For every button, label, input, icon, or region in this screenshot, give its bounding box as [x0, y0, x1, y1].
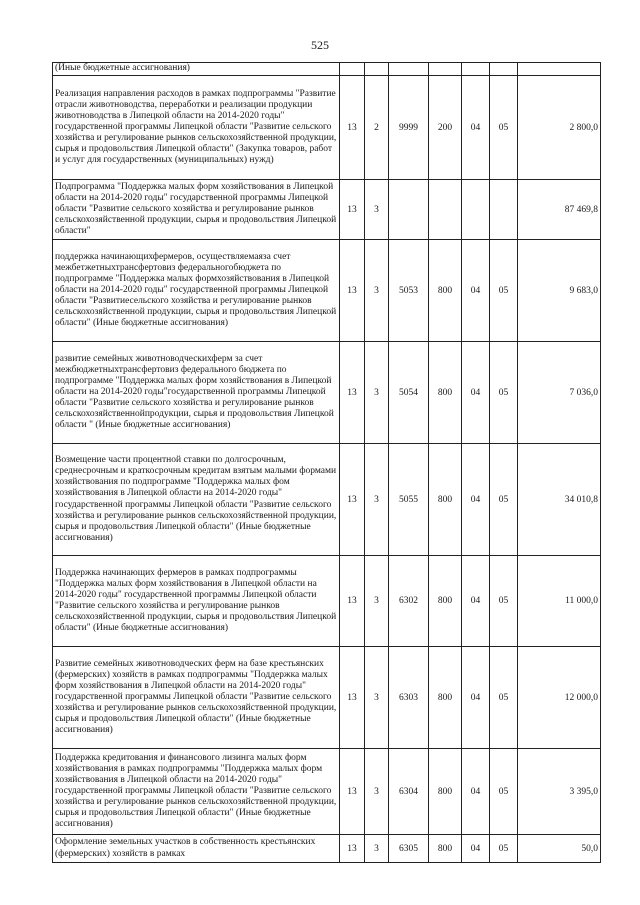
row-description: Реализация направления расходов в рамках подпрограммы "Развитие отрасли животноводства, переработки и реализации продукции животноводства в Липецкой области на 2014-2020 годы" государственной программы Липецкой области "Развитие сельского хозяйства и регулирование рынков сельскохозяйственной продукции, сырья и продовольствия Липецкой области" (Закупка товаров, работ и услуг для государственных (муниципальных) нужд)	[53, 76, 340, 180]
cell-code-4: 800	[429, 240, 462, 342]
cell-code-3: 5055	[389, 444, 429, 556]
cell-code-3: 5054	[389, 342, 429, 444]
cell-code-1	[340, 63, 365, 76]
row-description: (Иные бюджетные ассигнования)	[53, 63, 340, 76]
row-description: Подпрограмма "Поддержка малых форм хозяйствования в Липецкой области на 2014-2020 годы" государственной программы Липецкой области "Развитие сельского хозяйства и регулирование рынков сельскохозяйственной продукции, сырья и продовольствия Липецкой области"	[53, 180, 340, 240]
cell-code-3: 6302	[389, 556, 429, 647]
cell-code-1: 13	[340, 180, 365, 240]
cell-code-1: 13	[340, 76, 365, 180]
cell-amount: 3 395,0	[518, 749, 601, 835]
table-row	[53, 76, 601, 180]
cell-code-5	[462, 180, 490, 240]
cell-code-3: 5053	[389, 240, 429, 342]
cell-code-2: 3	[365, 749, 389, 835]
cell-code-1: 13	[340, 749, 365, 835]
cell-code-3: 6303	[389, 647, 429, 749]
cell-code-1: 13	[340, 556, 365, 647]
cell-code-4: 800	[429, 749, 462, 835]
table-row	[53, 835, 601, 863]
cell-code-2: 3	[365, 240, 389, 342]
cell-code-6: 05	[490, 647, 518, 749]
cell-code-5: 04	[462, 444, 490, 556]
cell-code-3	[389, 180, 429, 240]
cell-code-6: 05	[490, 76, 518, 180]
cell-code-2	[365, 63, 389, 76]
table-row	[53, 647, 601, 749]
cell-code-5: 04	[462, 76, 490, 180]
row-description: Поддержка кредитования и финансового лизинга малых форм хозяйствования в рамках подпрограммы "Поддержка малых форм хозяйствования в Липецкой области на 2014-2020 годы" государственной программы Липецкой области "Развитие сельского хозяйства и регулирование рынков сельскохозяйственной продукции, сырья и продовольствия Липецкой области" (Иные бюджетные ассигнования)	[53, 749, 340, 835]
table-row	[53, 63, 601, 76]
cell-code-4: 800	[429, 342, 462, 444]
page-number: 525	[311, 38, 329, 52]
cell-code-2: 3	[365, 342, 389, 444]
cell-code-6	[490, 180, 518, 240]
cell-code-5: 04	[462, 556, 490, 647]
cell-code-2: 3	[365, 556, 389, 647]
cell-code-2: 3	[365, 444, 389, 556]
table-row	[53, 180, 601, 240]
cell-amount: 12 000,0	[518, 647, 601, 749]
cell-amount: 2 800,0	[518, 76, 601, 180]
cell-code-6: 05	[490, 835, 518, 863]
cell-amount: 34 010,8	[518, 444, 601, 556]
cell-code-1: 13	[340, 647, 365, 749]
cell-code-2: 3	[365, 180, 389, 240]
row-description: Поддержка начинающих фермеров в рамках подпрограммы "Поддержка малых форм хозяйствования в Липецкой области на 2014-2020 годы" государственной программы Липецкой области "Развитие сельского хозяйства и регулирование рынков сельскохозяйственной продукции, сырья и продовольствия Липецкой области" (Иные бюджетные ассигнования)	[53, 556, 340, 647]
row-description: Возмещение части процентной ставки по долгосрочным, среднесрочным и краткосрочным кредитам взятым малыми формами хозяйствования по подпрограмме "Поддержка малых фом хозяйствования в Липецкой области на 2014-2020 годы" государственной программы Липецкой области "Развитие сельского хозяйства и регулирование рынков сельскохозяйственной продукции, сырья и продовольствия Липецкой области" (Иные бюджетные ассигнования)	[53, 444, 340, 556]
cell-code-6	[490, 63, 518, 76]
cell-amount: 11 000,0	[518, 556, 601, 647]
cell-code-6: 05	[490, 444, 518, 556]
cell-code-3: 6304	[389, 749, 429, 835]
cell-amount: 9 683,0	[518, 240, 601, 342]
cell-code-4	[429, 63, 462, 76]
budget-table	[52, 62, 601, 863]
table-row	[53, 749, 601, 835]
cell-code-5: 04	[462, 835, 490, 863]
row-description: развитие семейных животноводческихферм за счет межбюджетныхтрансфертовиз федерального бюджета по подпрограмме "Поддержка малых форм хозяйствования в Липецкой области на 2014-2020 годы"государственной программы Липецкой области "Развитие сельского хозяйства и регулирование рынков сельскохозяйственнойпродукции, сырья и продовольствия Липецкой области " (Иные бюджетные ассигнования)	[53, 342, 340, 444]
cell-code-5	[462, 63, 490, 76]
cell-code-6: 05	[490, 749, 518, 835]
cell-code-1: 13	[340, 444, 365, 556]
cell-code-3: 6305	[389, 835, 429, 863]
cell-code-4: 800	[429, 835, 462, 863]
cell-code-6: 05	[490, 556, 518, 647]
cell-code-1: 13	[340, 342, 365, 444]
row-description: поддержка начинающихфермеров, осуществляемаяза счет межбетжетныхтрансфертовиз федеральногобюджета по подпрограмме "Поддержка малых формхозяйствования в Липецкой области на 2014-2020 годы" государственной программы Липецкой области "Развитиесельского хозяйства и регулирование рынков сельскохозяйственной продукции, сырья и продовольствия Липецкой области" (Иные бюджетные ассигнования)	[53, 240, 340, 342]
cell-code-3: 9999	[389, 76, 429, 180]
row-description: Развитие семейных животноводческих ферм на базе крестьянских (фермерских) хозяйств в рамках подпрограммы "Поддержка малых форм хозяйствования в Липецкой области на 2014-2020 годы" государственной программы Липецкой области "Развитие сельского хозяйства и регулирование рынков сельскохозяйственной продукции, сырья и продовольствия Липецкой области" (Иные бюджетные ассигнования)	[53, 647, 340, 749]
cell-code-4	[429, 180, 462, 240]
cell-amount	[518, 63, 601, 76]
cell-amount: 7 036,0	[518, 342, 601, 444]
cell-code-6: 05	[490, 342, 518, 444]
cell-code-4: 800	[429, 444, 462, 556]
cell-code-1: 13	[340, 240, 365, 342]
cell-code-5: 04	[462, 240, 490, 342]
cell-code-2: 2	[365, 76, 389, 180]
table-row	[53, 556, 601, 647]
table-row	[53, 342, 601, 444]
row-description: Оформление земельных участков в собственность крестьянских (фермерских) хозяйств в рамках	[53, 835, 340, 863]
table-row	[53, 444, 601, 556]
cell-amount: 87 469,8	[518, 180, 601, 240]
cell-code-4: 200	[429, 76, 462, 180]
cell-code-1: 13	[340, 835, 365, 863]
cell-code-5: 04	[462, 647, 490, 749]
cell-code-6: 05	[490, 240, 518, 342]
cell-code-5: 04	[462, 342, 490, 444]
cell-amount: 50,0	[518, 835, 601, 863]
cell-code-3	[389, 63, 429, 76]
cell-code-2: 3	[365, 647, 389, 749]
cell-code-5: 04	[462, 749, 490, 835]
cell-code-4: 800	[429, 647, 462, 749]
table-row	[53, 240, 601, 342]
cell-code-4: 800	[429, 556, 462, 647]
cell-code-2: 3	[365, 835, 389, 863]
